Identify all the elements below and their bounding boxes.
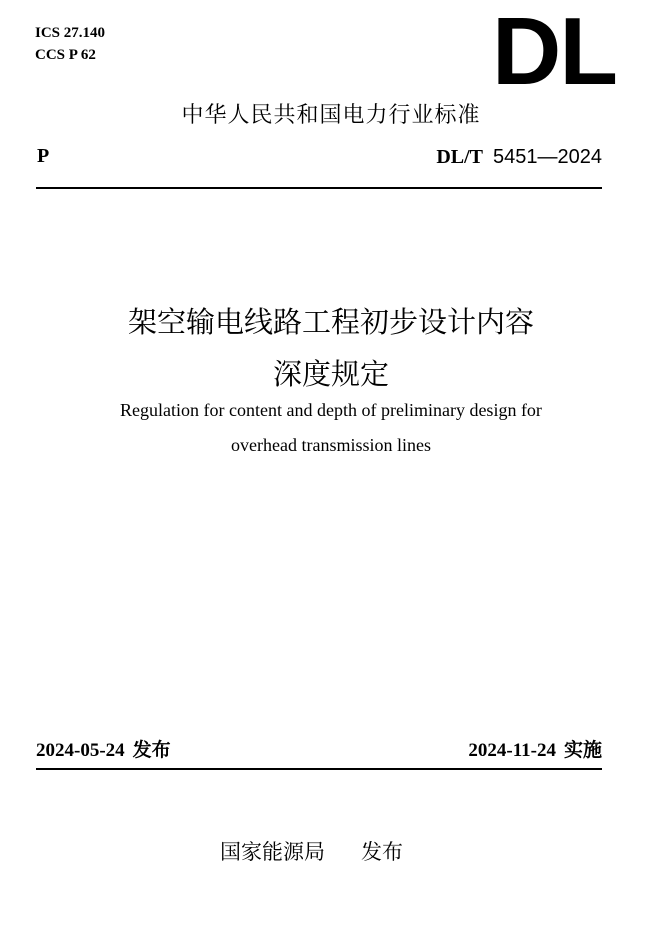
title-zh-line-1: 架空输电线路工程初步设计内容 xyxy=(127,305,534,339)
issue-date-value: 2024-05-24 xyxy=(36,740,125,761)
standard-number-value: 5451—2024 xyxy=(493,146,602,168)
title-en-line-1: Regulation for content and depth of preliminary design for xyxy=(120,400,542,420)
standard-prefix: DL/T xyxy=(436,146,484,168)
publisher xyxy=(220,836,403,866)
top-divider xyxy=(36,187,602,189)
ics-code: ICS 27.140 xyxy=(35,25,106,41)
issue-label: 发布 xyxy=(132,739,171,761)
bottom-divider xyxy=(36,768,602,770)
dl-logo: DL xyxy=(492,0,616,105)
category-code: P xyxy=(37,145,50,167)
implement-date-value: 2024-11-24 xyxy=(468,740,556,761)
publisher-label: 发布 xyxy=(361,840,403,864)
title-zh-line-2: 深度规定 xyxy=(272,357,389,391)
ccs-code: CCS P 62 xyxy=(35,47,96,63)
industry-standard-title: 中华人民共和国电力行业标准 xyxy=(181,103,481,128)
implement-label: 实施 xyxy=(563,739,602,761)
issue-date xyxy=(36,735,171,762)
classification-codes xyxy=(35,22,105,66)
title-en-line-2: overhead transmission lines xyxy=(231,435,431,455)
implement-date xyxy=(468,735,602,762)
publisher-name: 国家能源局 xyxy=(220,840,325,864)
standard-number xyxy=(436,146,602,169)
